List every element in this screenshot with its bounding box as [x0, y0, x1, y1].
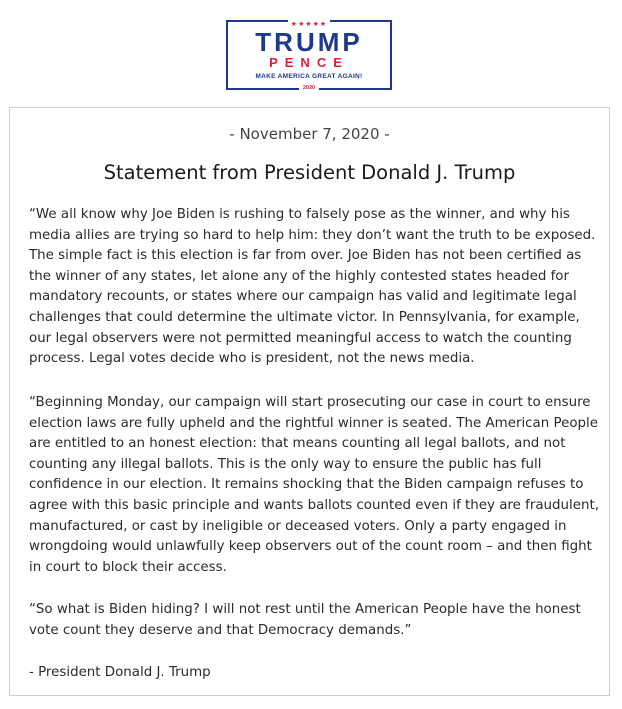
- paragraph-line: our legal observers were not permitted meaningful access to watch the counting: [29, 330, 572, 346]
- logo-running-mate: PENCE: [269, 55, 349, 70]
- paragraph-line: the winner of any states, let alone any of the highly contested states headed for: [29, 268, 569, 284]
- logo-slogan: MAKE AMERICA GREAT AGAIN!: [255, 73, 363, 80]
- paragraph-line: counting any illegal ballots. This is the only way to ensure the public has full: [29, 456, 542, 472]
- paragraph-line: wrongdoing would unlawfully keep observers out of the count room – and then fight: [29, 539, 592, 555]
- logo-stars: ★★★★★: [228, 19, 390, 29]
- paragraph-line: “We all know why Joe Biden is rushing to falsely pose as the winner, and why his: [29, 207, 570, 222]
- paragraph-line: are entitled to an honest election: that means counting all legal ballots, and not: [29, 436, 566, 452]
- logo-year: 2020: [228, 84, 390, 92]
- paragraph-line: process. Legal votes decide who is president, not the news media.: [29, 351, 475, 367]
- paragraph-line: vote count they deserve and that Democracy demands.”: [29, 622, 412, 638]
- paragraph-line: mandatory recounts, or states where our campaign has valid and legitimate legal: [29, 289, 577, 305]
- statement-date: - November 7, 2020 -: [229, 125, 390, 143]
- paragraph-line: challenges that could determine the ultimate victor. In Pennsylvania, for example,: [29, 309, 580, 325]
- paragraph-line: confidence in our election. It remains shocking that the Biden campaign refuses to: [29, 477, 584, 493]
- paragraph-line: “So what is Biden hiding? I will not rest until the American People have the honest: [29, 602, 581, 617]
- campaign-logo: [226, 20, 392, 90]
- paragraph-line: “Beginning Monday, our campaign will start prosecuting our case in court to ensure: [29, 395, 591, 410]
- statement-title: Statement from President Donald J. Trump: [103, 161, 516, 184]
- paragraph-line: agree with this basic principle and wants ballots counted even if they are fraudulent,: [29, 497, 599, 513]
- paragraph-line: The simple fact is this election is far from over. Joe Biden has not been certified as: [29, 248, 582, 264]
- statement-paragraph-3: [29, 600, 601, 641]
- paragraph-line: in court to block their access.: [29, 559, 227, 575]
- statement-paragraph-1: [29, 205, 601, 370]
- logo-name: TRUMP: [255, 27, 363, 57]
- paragraph-line: manufactured, or cast by ineligible or deceased voters. Only a party engaged in: [29, 518, 567, 534]
- statement-paragraph-2: [29, 393, 601, 578]
- paragraph-line: media allies are trying so hard to help him: they don’t want the truth to be exposed.: [29, 227, 596, 243]
- statement-signature: - President Donald J. Trump: [29, 665, 211, 680]
- statement-card: [9, 107, 610, 696]
- paragraph-line: election laws are fully upheld and the rightful winner is seated. The American People: [29, 415, 598, 431]
